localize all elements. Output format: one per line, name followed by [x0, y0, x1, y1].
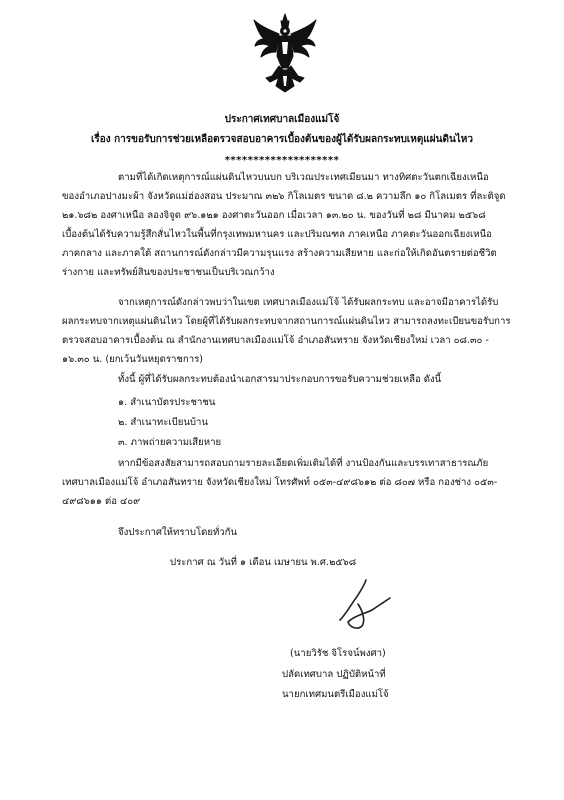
paragraph3: ทั้งนี้ ผู้ที่ได้รับผลกระทบต้องนำเอกสารมาประกอบการขอรับความช่วยเหลือ ดังนี้ [118, 374, 442, 385]
announcement-title: ประกาศเทศบาลเมืองแม่โจ้ [224, 114, 340, 125]
paragraph2-line: ผลกระทบจากเหตุแผ่นดินไหว โดยผู้ที่ได้รับผลกระทบจากสถานการณ์แผ่นดินไหว สามารถลงทะเบียนขอรับการ [62, 316, 511, 327]
document-item: ๓. ภาพถ่ายความเสียหาย [118, 437, 222, 448]
signer-name: (นายวิรัช จิโรจน์พงศา) [290, 648, 386, 659]
document-item: ๒. สำเนาทะเบียนบ้าน [118, 417, 208, 428]
paragraph1-line: ของอำเภอปางมะผ้า จังหวัดแม่ฮ่องสอน ประมาณ ๓๒๖ กิโลเมตร ขนาด ๘.๒ ความลึก ๑๐ กิโลเมตร ที่ละติจูด [62, 191, 506, 202]
signer-position: ปลัดเทศบาล ปฏิบัติหน้าที่ [282, 669, 386, 680]
paragraph4-line: ๔๙๘๖๑๑ ต่อ ๔๐๙ [62, 496, 141, 507]
date-line: ประกาศ ณ วันที่ ๑ เดือน เมษายน พ.ศ.๒๕๖๘ [170, 557, 357, 568]
paragraph1-line: ภาคกลาง และภาคใต้ สถานการณ์ดังกล่าวมีความรุนแรง สร้างความเสียหาย และก่อให้เกิดอันตรายต่อชีวิต [62, 248, 497, 259]
garuda-emblem-icon [252, 12, 318, 94]
paragraph2-line: จากเหตุการณ์ดังกล่าวพบว่าในเขต เทศบาลเมืองแม่โจ้ ได้รับผลกระทบ และอาจมีอาคารได้รับ [118, 297, 499, 308]
handwritten-signature [320, 576, 400, 632]
announcement-subject: เรื่อง การขอรับการช่วยเหลือตรวจสอบอาคารเบื้องต้นของผู้ได้รับผลกระทบเหตุแผ่นดินไหว [90, 134, 474, 145]
paragraph1-line: ๒๑.๖๘๒ องศาเหนือ ลองจิจูด ๙๖.๑๒๑ องศาตะวันออก เมื่อเวลา ๑๓.๒๐ น. ของวันที่ ๒๘ มีนาคม ๒๕๖๘ [62, 210, 486, 221]
document-item: ๑. สำเนาบัตรประชาชน [118, 397, 216, 408]
paragraph4-line: เทศบาลเมืองแม่โจ้ อำเภอสันทราย จังหวัดเชียงใหม่ โทรศัพท์ ๐๕๓-๔๙๘๖๑๒ ต่อ ๘๐๗ หรือ กองช่าง ๐๕๓- [62, 477, 498, 488]
paragraph2-line: ตรวจสอบอาคารเบื้องต้น ณ สำนักงานเทศบาลเมืองแม่โจ้ อำเภอสันทราย จังหวัดเชียงใหม่ เวลา ๐๘.๓๐ - [62, 335, 489, 346]
paragraph1-line: ร่างกาย และทรัพย์สินของประชาชนเป็นบริเวณกว้าง [62, 267, 275, 278]
paragraph1-line: เบื้องต้นได้รับความรู้สึกสั่นไหวในพื้นที่กรุงเทพมหานคร และปริมณฑล ภาคเหนือ ภาคตะวันออกเฉียงเหนือ [62, 229, 492, 240]
separator-stars: ******************** [224, 155, 340, 166]
signer-position: นายกเทศมนตรีเมืองแม่โจ้ [282, 689, 389, 700]
closing-line: จึงประกาศให้ทราบโดยทั่วกัน [118, 527, 238, 538]
paragraph1-line: ตามที่ได้เกิดเหตุการณ์แผ่นดินไหวบนบก บริเวณประเทศเมียนมา ทางทิศตะวันตกเฉียงเหนือ [118, 172, 489, 183]
paragraph2-line: ๑๖.๓๐ น. (ยกเว้นวันหยุดราชการ) [62, 354, 204, 365]
paragraph4-line: หากมีข้อสงสัยสามารถสอบถามรายละเอียดเพิ่มเติมได้ที่ งานป้องกันและบรรเทาสาธารณภัย [118, 458, 489, 469]
